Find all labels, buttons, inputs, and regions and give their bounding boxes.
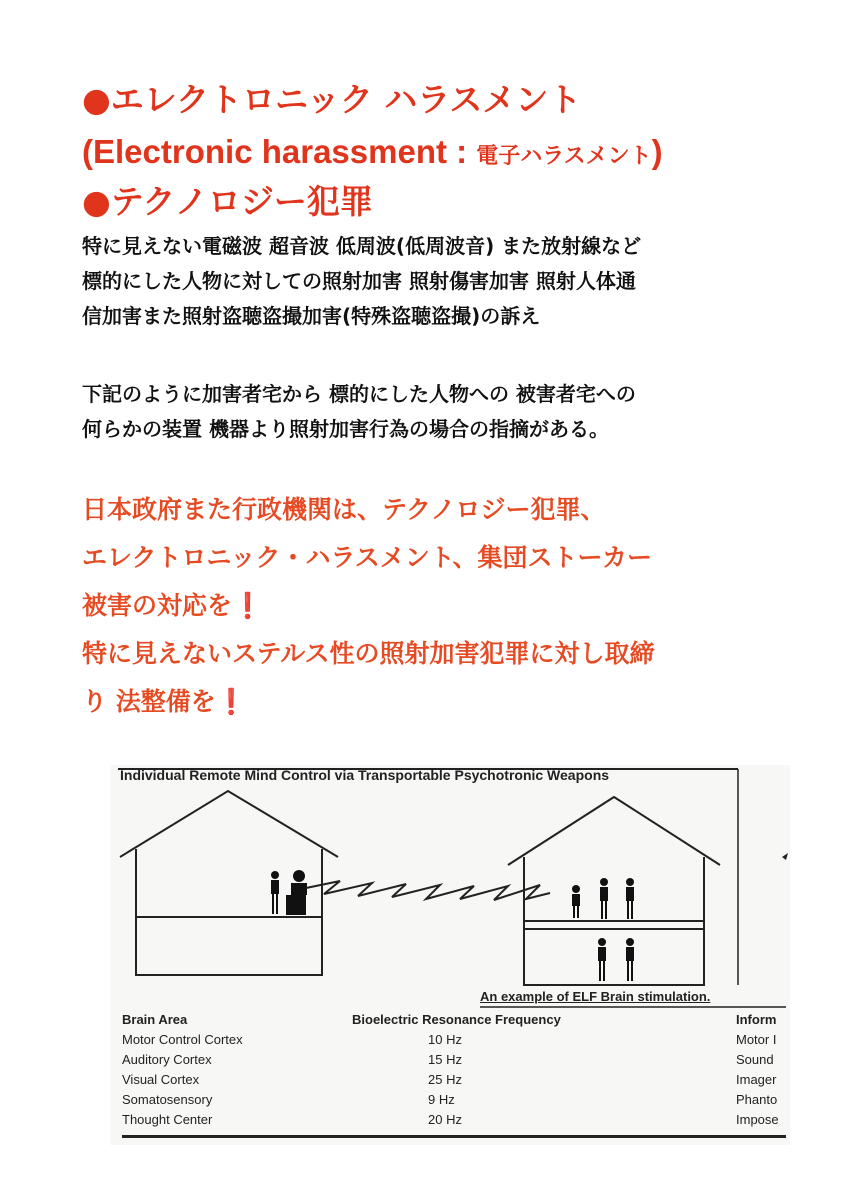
brain-area-cell: Visual Cortex xyxy=(122,1072,200,1087)
heading-close-paren: ) xyxy=(651,133,663,170)
frequency-cell: 20 Hz xyxy=(428,1112,462,1127)
frequency-cell: 10 Hz xyxy=(428,1032,462,1047)
figure-example-caption: An example of ELF Brain stimulation. xyxy=(480,989,711,1004)
victim-house-icon xyxy=(508,797,720,985)
figure-title: Individual Remote Mind Control via Transportable Psychotronic Weapons xyxy=(120,767,610,783)
info-cell: Motor I xyxy=(736,1032,777,1047)
frequency-table xyxy=(122,1012,782,1132)
appeal-line-text: 被害の対応を xyxy=(82,591,233,620)
exclamation-icon: ❗ xyxy=(215,687,247,716)
heading-electronic-harassment: ●エレクトロニック ハラスメント xyxy=(82,80,582,119)
heading-technology-crime: ●テクノロジー犯罪 xyxy=(82,182,373,221)
victim-figures-upper xyxy=(572,878,634,919)
paragraph-line: 特に見えない電磁波 超音波 低周波(低周波音) また放射線など xyxy=(82,234,642,258)
info-cell: Imager xyxy=(736,1072,777,1087)
column-header-brain-area: Brain Area xyxy=(122,1012,188,1027)
brain-area-cell: Auditory Cortex xyxy=(122,1052,212,1067)
frequency-cell: 25 Hz xyxy=(428,1072,462,1087)
paragraph-line: 下記のように加害者宅から 標的にした人物への 被害者宅への xyxy=(82,382,636,406)
appeal-line: 特に見えないステルス性の照射加害犯罪に対し取締 xyxy=(82,639,655,668)
info-cell: Impose xyxy=(736,1112,779,1127)
frequency-cell: 9 Hz xyxy=(428,1092,455,1107)
table-row xyxy=(122,1112,782,1132)
appeal-line: 日本政府また行政機関は、テクノロジー犯罪、 xyxy=(82,495,606,524)
paragraph-line: 信加害また照射盗聴盗撮加害(特殊盗聴盗撮)の訴え xyxy=(82,304,541,328)
paragraph-indication xyxy=(82,377,782,447)
victim-figures-lower xyxy=(598,938,634,981)
government-appeal xyxy=(82,486,802,726)
table-header-row xyxy=(122,1012,782,1032)
table-row xyxy=(122,1032,782,1052)
heading-japanese-gloss: 電子ハラスメント xyxy=(476,144,652,169)
appeal-line xyxy=(82,582,802,630)
edge-mark xyxy=(782,853,788,860)
heading-english-text: (Electronic harassment : xyxy=(82,133,477,170)
column-header-info: Inform xyxy=(736,1012,777,1027)
table-row xyxy=(122,1092,782,1112)
operator-figures xyxy=(271,870,307,915)
info-cell: Phanto xyxy=(736,1092,778,1107)
column-header-frequency: Bioelectric Resonance Frequency xyxy=(352,1012,561,1027)
info-cell: Sound xyxy=(736,1052,774,1067)
beam-zigzag xyxy=(306,881,550,900)
paragraph-line: 何らかの装置 機器より照射加害行為の場合の指摘がある。 xyxy=(82,417,609,441)
paragraph-description xyxy=(82,229,782,334)
table-row xyxy=(122,1052,782,1072)
appeal-line-text: り 法整備を xyxy=(82,687,216,716)
frequency-cell: 15 Hz xyxy=(428,1052,462,1067)
heading-electronic-harassment-english xyxy=(82,130,822,179)
mind-control-diagram xyxy=(110,765,790,1145)
brain-area-cell: Thought Center xyxy=(122,1112,213,1127)
appeal-line: エレクトロニック・ハラスメント、集団ストーカー xyxy=(82,543,653,572)
table-row xyxy=(122,1072,782,1092)
appeal-line xyxy=(82,678,802,726)
exclamation-icon: ❗ xyxy=(232,591,264,620)
brain-area-cell: Motor Control Cortex xyxy=(122,1032,243,1047)
brain-area-cell: Somatosensory xyxy=(122,1092,213,1107)
figure-bottom-rule xyxy=(122,1135,786,1138)
paragraph-line: 標的にした人物に対しての照射加害 照射傷害加害 照射人体通 xyxy=(82,269,636,293)
